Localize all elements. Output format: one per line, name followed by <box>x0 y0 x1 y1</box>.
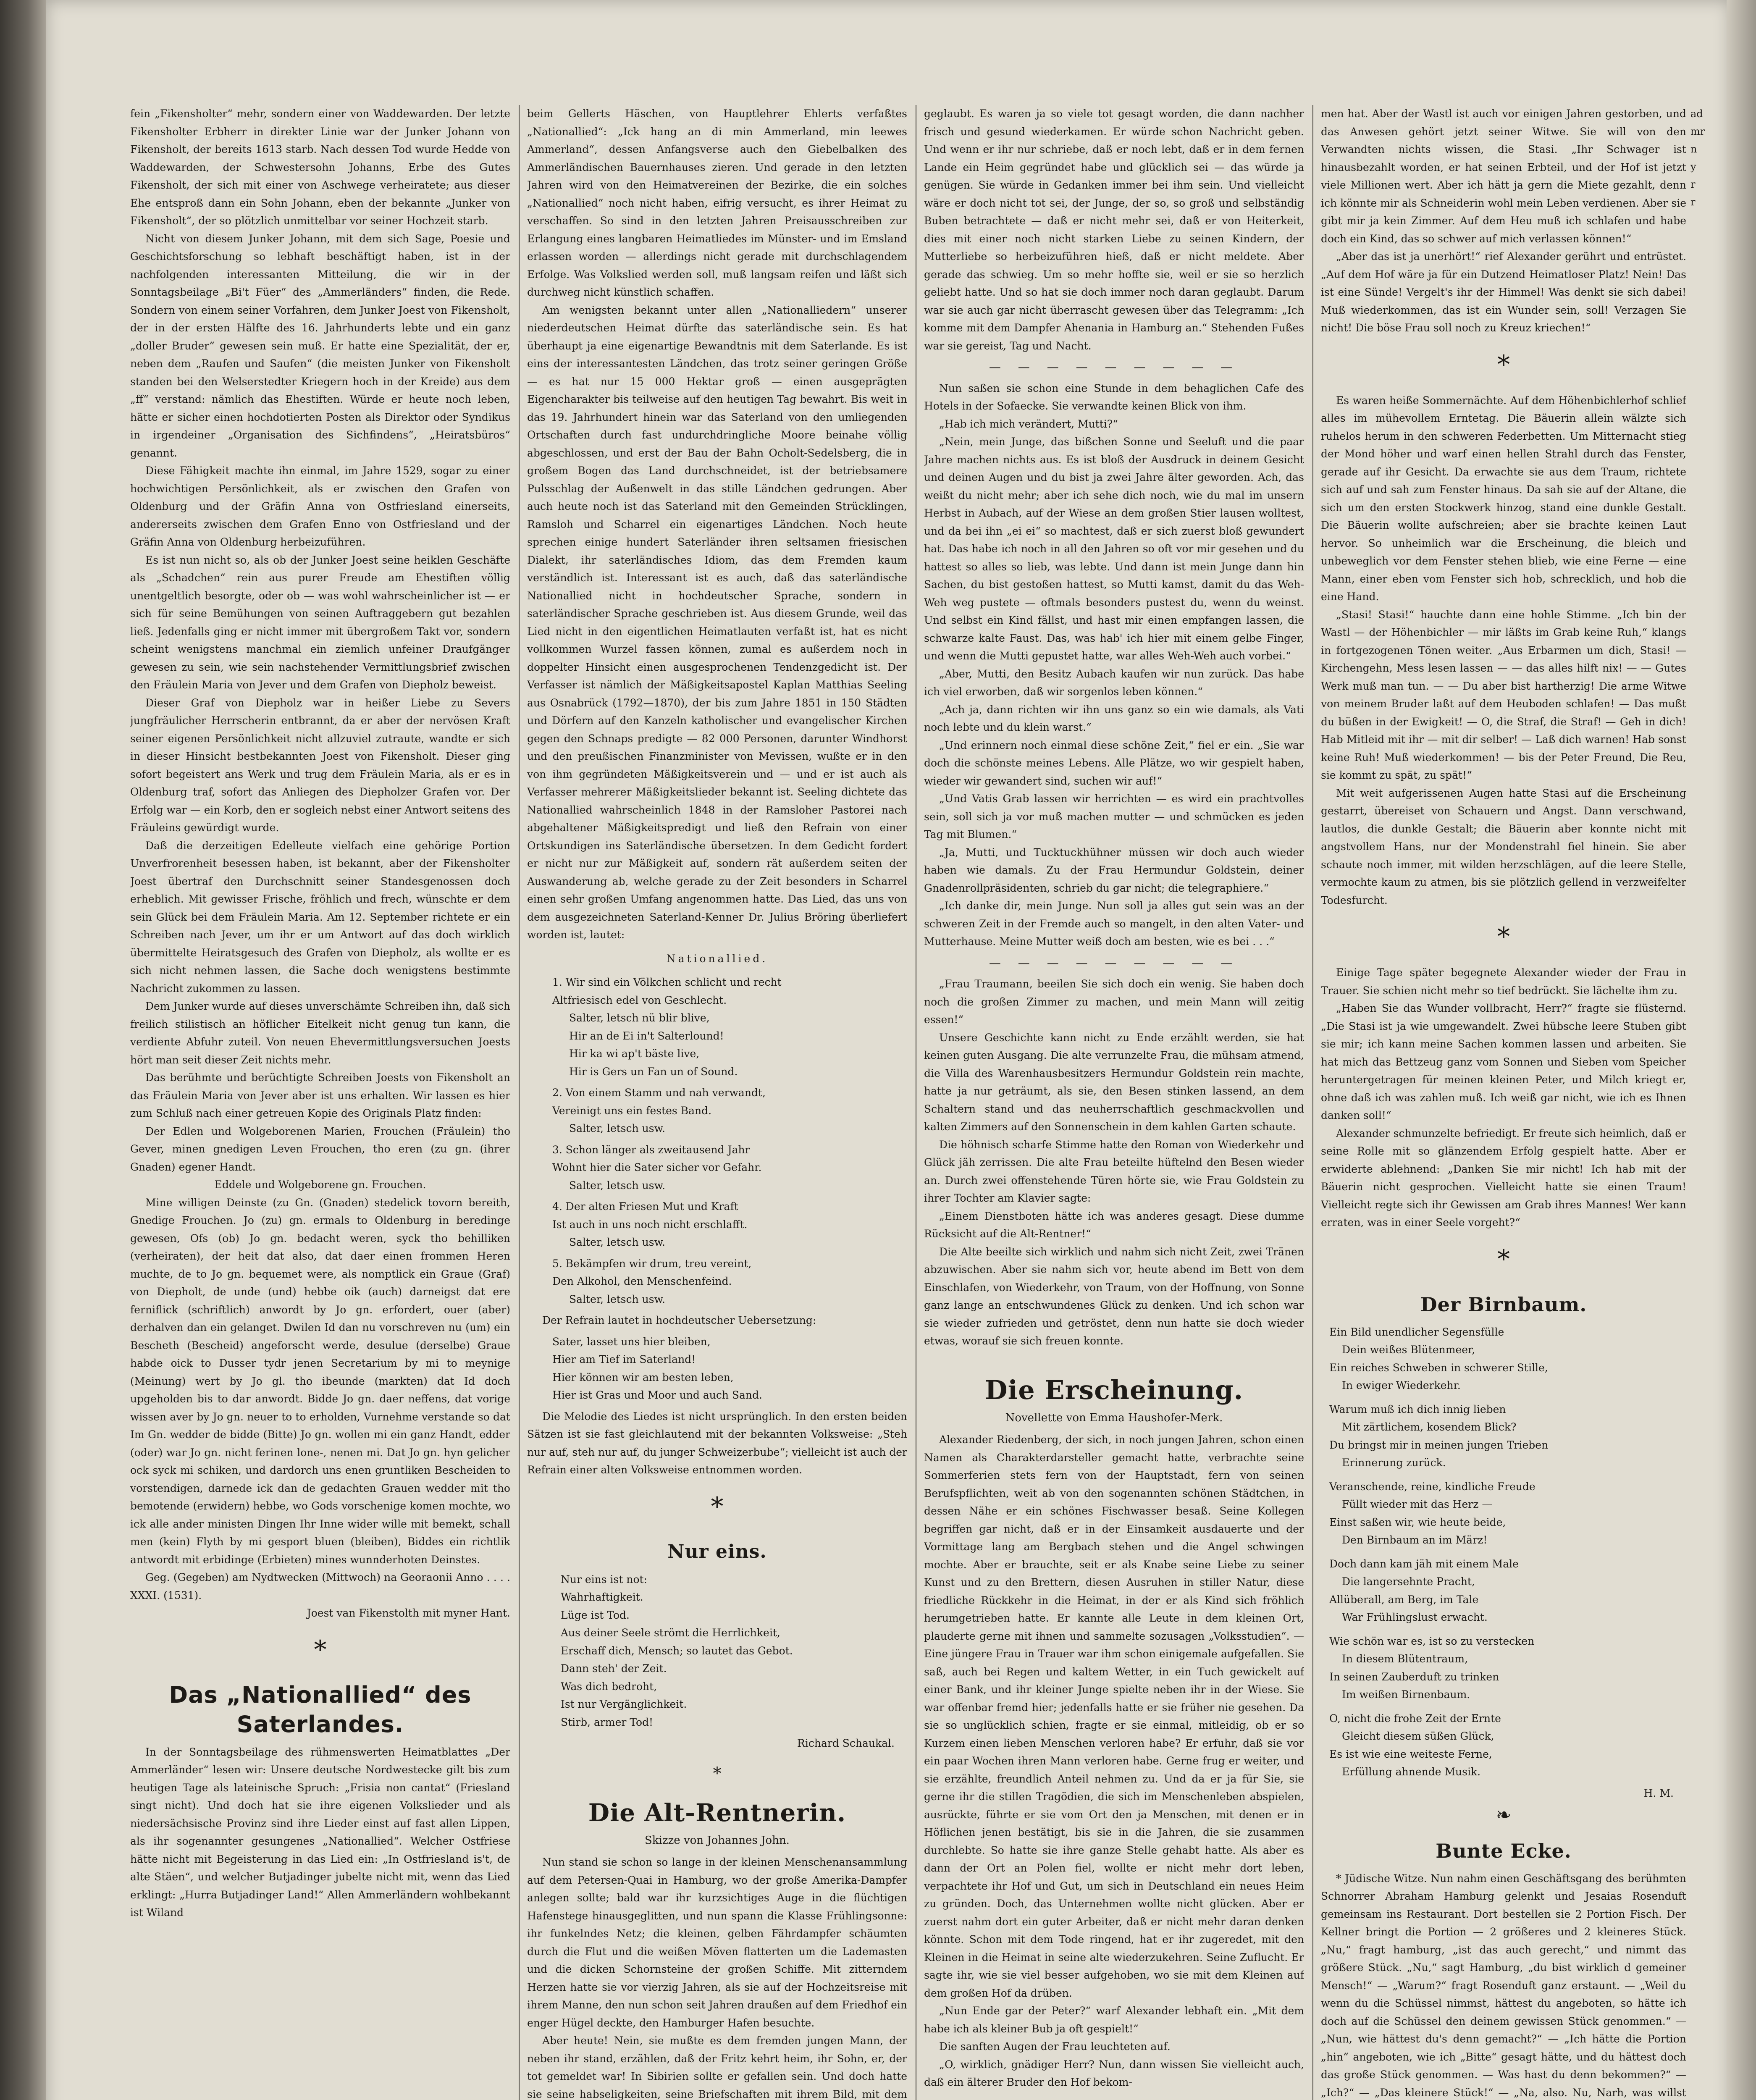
song-stanza-4 <box>552 1198 907 1252</box>
cut-off-column-edge: ad mr n y r r <box>1690 108 1705 208</box>
section-star: * <box>1497 1244 1510 1274</box>
paragraph: „Aber, Mutti, den Besitz Aubach kaufen wir nun zurück. Das habe ich viel erworben, daß wir sorgenlos leben können.“ <box>924 667 1304 698</box>
poem-line: Den Birnbaum an im März! <box>1342 1534 1488 1546</box>
byline: Skizze von Johannes John. <box>645 1834 790 1847</box>
paragraph: Am wenigsten bekannt unter allen „Nationalliedern“ unserer niederdeutschen Heimat dürfte das saterländische sein. Es hat überhaupt ja eine eigenartige Bewandtnis mit dem Saterlande. Es ist eins der interessantesten Ländchen, das trotz seiner geringen Größe — es hat nur 15 000 Hektar groß — einen ausgeprägten Eigencharakter bis teilweise auf den heutigen Tag bewahrt. Bis weit in das 19. Jahrhundert hinein war das Saterland von den umliegenden Ortschaften durch fast undurchdringliche Moore beinahe völlig abgeschlossen, und erst der Bau der Bahn Ocholt-Sedelsberg, die in großem Bogen das Land durchschneidet, ist der betriebsamere Pulsschlag der Außenwelt in das stille Ländchen gedrungen. Aber auch heute noch ist das Saterland mit den Gemeinden Strücklingen, Ramsloh und Scharrel ein eigenartiges Ländchen. Noch heute sprechen einige hundert Saterländer ihren seltsamen friesischen Dialekt, ihr saterländisches Idiom, das dem Fremden kaum verständlich ist. Interessant ist es auch, daß das saterländische Nationallied nicht in hochdeutscher Sprache, sondern in saterländischer Sprache geschrieben ist. Aus diesem Grunde, weil das Lied nicht in den eigentlichen Heimatlauten verfaßt ist, hat es nicht vollkommen Wurzel fassen können, zumal es außerdem noch in doppelter Hinsicht einen ausgesprochenen Tendenzgedicht ist. Der Verfasser ist nämlich der Mäßigkeitsapostel Kaplan Matthias Seeling aus Osnabrück (1792—1870), der bis zum Jahre 1851 in 150 Städten und Dörfern auf den Kanzeln katholischer und evangelischer Kirchen gegen den Schnaps predigte — 82 000 Personen, darunter Windhorst und den preußischen Finanzminister von Mevissen, wußte er in den von ihm gegründeten Mäßigkeitsverein und — und er ist auch als Verfasser mehrerer Mäßigkeitslieder bekannt ist. Seeling dichtete das Nationallied wahrscheinlich 1848 in der Ramsloher Pastorei nach abgehaltener Mäßigkeitspredigt und ließ den Refrain von einer Ortskundigen ins Saterländische übersetzen. In dem Gedicht fordert er nicht nur zur Mäßigkeit auf, sondern rät außerdem seiten der Auswanderung ab, welche gerade zu der Zeit besonders in Scharrel einen sehr großen Umfang angenommen hatte. Das Lied, das uns von dem ausgezeichneten Saterland-Kenner Dr. Julius Bröring überliefert worden ist, lautet: <box>527 304 907 941</box>
poem-line: Ein reiches Schweben in schwerer Stille, <box>1329 1361 1548 1374</box>
poem-line: Es ist wie eine weiteste Ferne, <box>1329 1748 1492 1760</box>
paragraph: Die Alte beeilte sich wirklich und nahm sich nicht Zeit, zwei Tränen abzuwischen. Aber sie nahm sich vor, heute abend im Bett von dem Einschlafen, von Wiederkehr, von Traum, von der Hoffnung, von Sonne ganz lange an entschwundenes Glück zu denken. Und ich schon war sie wieder zufrieden und getröstet, denn nun hatte sie doch wieder etwas, worauf sie sich freuen konnte. <box>924 1245 1304 1347</box>
paragraph: Dem Junker wurde auf dieses unverschämte Schreiben ihn, daß sich freilich stilistisch an höflicher Eitelkeit nicht genug tun kann, die verdiente Abfuhr zuteil. Von neuen Ehevermittlungsversuchen Joests hört man seit dieser Zeit nichts mehr. <box>130 1000 510 1066</box>
paragraph: fein „Fikensholter“ mehr, sondern einer von Waddewarden. Der letzte Fikensholter Erbherr in direkter Linie war der Junker Johann von Fikensholt, der bereits 1613 starb. Nach dessen Tod wurde Hedde von Waddewarden, der Schwestersohn Johanns, Erbe des Gutes Fikensholt, der sich mit einer von Aschwege verheiratete; aus dieser Ehe entsproß dann ein Sohn Johann, eben der bekannte „Junker von Fikensholt“, der so plötzlich unmittelbar vor seiner Hochzeit starb. <box>130 108 510 227</box>
section-star: * <box>314 1635 327 1664</box>
column-1 <box>130 105 510 2100</box>
column-3 <box>924 105 1304 2100</box>
poem-line: Füllt wieder mit das Herz — <box>1342 1498 1493 1510</box>
poem-line: In seinen Zauberduft zu trinken <box>1329 1670 1499 1683</box>
poem-line: Nur eins ist not: <box>561 1573 647 1586</box>
poem-line: Ist nur Vergänglichkeit. <box>561 1698 687 1710</box>
poem-line: Gleicht diesem süßen Glück, <box>1342 1730 1494 1742</box>
poem-line: Stirb, armer Tod! <box>561 1716 654 1728</box>
letter-body: Mine willigen Deinste (zu Gn. (Gnaden) stedelick tovorn bereith, Gnedige Frouchen. Jo (zu) gn. ermals to Oldenburg in beredinge gewesen, Ofs (ob) Jo gn. bedacht weren, syck tho behilliken (verheiraten), der heit dat also, dat daer einen frommen Heren muchte, de to Jo gn. bequemet were, als nomptlick ein Graue (Graf) von Diepholt, de unde (und) hebbe oik (auch) darneigst dat ere ferniflick (schriftlich) anwordt by Jo gn. erfordert, ouer (aber) derhalven dan ein gelanget. Dwilen Id dan nu vorschreven nu (um) ein Bescheth (Bescheid) angeforscht werde, desulue (derselbe) Graue habde oick to Dusser tydr jenen Secretarium by mi to meynige (Meinung) wert by Jo gl. tho ibeunde (markten) dat Id doch upgeholden bis to dar anwordt. Bidde Jo gn. daer neffens, dat vorige wissen aver by Jo gn. neuer to to erholden, Vurnehme verstande so dat Im Gn. wedder de bidde (Bitte) Jo gn. wollen mi ein ganz Handt, edder (oder) war Jo gn. nicht ferinen lone-, nenen mi. Dat Jo gn. hyn gelicher ock syck mi schiken, und dardorch uns enen gruntliken Bescheiden to vorstendigen, darnede ick dan de gedachten Grauen wedder mit tho bemotende (erwidern) hebbe, wo Gods vorschenige komen mochte, wo ick alle ander ministen Dingen Ihr Inne wider wille mit bemekt, schall men (kein) Flyth by mi gesport bluen (bleiben), Biddes ein richtlik antwordt mit erbidinge (Erbieten) mines wunnderhoten Deinstes. <box>130 1196 510 1566</box>
paragraph: geglaubt. Es waren ja so viele tot gesagt worden, die dann nachher frisch und gesund wiederkamen. Er würde schon Nachricht geben. Und wenn er ihr nur schriebe, daß er noch lebt, daß er in dem fernen Lande ein Heim gegründet habe und glücklich sei — das würde ja genügen. Sie würde in Gedanken immer bei ihm sein. Und vielleicht wäre er doch nicht tot sei, der Junge, der so, so groß und selbständig Buben betrachtete — daß er nicht mehr sei, daß er von Heiterkeit, dies mit einer noch nicht starken Liebe zu seinen Kindern, der Mutterliebe so herbeizuführen hieß, daß er nicht meldete. Aber gerade das schwieg. Um so mehr hoffte sie, weil er sie so herzlich geliebt hatte. Und so hat sie doch immer noch daran geglaubt. Darum war sie auch gar nicht überrascht gewesen über das Telegramm: „Ich komme mit dem Dampfer Ahenania in Hamburg an.“ Stehenden Fußes war sie gereist, Tag und Nacht. <box>924 108 1304 352</box>
poem-author: Richard Schaukal. <box>797 1737 895 1749</box>
paragraph: Alexander Riedenberg, der sich, in noch jungen Jahren, schon einen Namen als Charakterdarsteller gemacht hatte, verbrachte seine Sommerferien stets fern von der Hauptstadt, fern von seinen Berufspflichten, weit ab von den sogenannten schönen Städtchen, in dessen Nähe er ein schönes Fischwasser besaß. Seine Kollegen begriffen gar nicht, daß er in der Einsamkeit ausdauerte und der Vormittage lang am Bergbach stehen und die Angel schwingen mochte. Aber er brauchte, seit er als Knabe seine Liebe zu seiner Kunst und zu den Brettern, diesen Ausruhen in stiller Natur, diese friedliche Rückkehr in die Heimat, in der er als Kind sich fröhlich herumgetrieben hatte. Er kannte alle Leute in dem kleinen Ort, plauderte gerne mit ihnen und sammelte sozusagen „Volksstudien“. — Eine jüngere Frau in Trauer war ihm schon einigemale aufgefallen. Sie saß, auch bei Regen und kaltem Wetter, in ein Tuch gewickelt auf einer Bank, und ihr kleiner Junge spielte neben ihr in der Wiese. Sie war offenbar fremd hier; jedenfalls hatte er sie früher nie gesehen. Da sie so unglücklich schien, fragte er sie einmal, mitleidig, ob er so Kurzem einen lieben Menschen verloren habe? Er erfuhr, daß sie vor ein paar Wochen ihren Mann verloren habe. Gerne frug er weiter, und sie erzählte, freundlich Anteil nehmen zu. Und da er ja für Sie, sie gerne ihr die stillen Tragödien, die sich im Menschenleben abspielen, ausrückte, führte er sie vom Ort den ja Menschen, mit denen er in Höflichen jenen bestätigt, bis sie in die Jahren, die sie zusammen durchlebte. So hatte sie ihre ganze Stelle gehabt hatte. Als aber es dann der Ort an Polen fiel, wollte er nicht mehr dort leben, verpachtete ihr Hof und Gut, um sich in Deutschland ein neues Heim zu gründen. Doch, das Unternehmen wollte nicht glücken. Aber er zuerst nahm dort ein guter Arbeiter, daß er nicht mehr daran denken könnte. Schon mit dem Tode ringend, hat er ihr zugeredet, mit den Kleinen in die Heimat in seine alte wiederzukehren. Seine Zuflucht. Er sagte ihr, wie sie viel besser aufgehoben, wo sie mit dem Kleinen auf dem großen Hof da drüben. <box>924 1433 1304 1999</box>
refrain-intro: Der Refrain lautet in hochdeutscher Uebersetzung: <box>542 1314 816 1326</box>
poem-birnbaum <box>1329 1323 1686 1781</box>
section-star: * <box>1497 922 1510 951</box>
byline: Novellette von Emma Haushofer-Merk. <box>1005 1411 1223 1424</box>
paragraph: „Hab ich mich verändert, Mutti?“ <box>939 417 1118 430</box>
paragraph: Es ist nun nicht so, als ob der Junker Joest seine heiklen Geschäfte als „Schadchen“ rein aus purer Freude am Ehestiften völlig unentgeltlich besorgte, oder ob — was wohl wahrscheinlicher ist — er sich für seine Bemühungen von seinen Auftraggebern gut bezahlen ließ. Jedenfalls ging er nicht immer mit übergroßem Takt vor, sondern scheint wenigstens manchmal ein ziemlich unfeiner Draufgänger gewesen zu sein, wie sein nachstehender Vermittlungsbrief zwischen den Fräulein Maria von Jever und dem Grafen von Diepholz beweist. <box>130 554 510 691</box>
page-edge <box>1727 0 1756 2100</box>
paragraph: Die sanften Augen der Frau leuchteten auf. <box>939 2040 1171 2053</box>
poem-line: Im weißen Birnenbaum. <box>1342 1688 1470 1701</box>
refrain-line: Hier können wir am besten leben, <box>552 1371 734 1383</box>
paragraph: „Haben Sie das Wunder vollbracht, Herr?“ fragte sie flüsternd. „Die Stasi ist ja wie umgewandelt. Zwei hübsche leere Stuben gibt sie mir; ich kann meine Sachen kommen lassen und arbeiten. Sie hat mich das Bettzeug ganz vom Sonnen und Sieben vom Speicher heruntergetragen für meinen kleinen Peter, und Milch kriegt er, ohne daß ich was zahlen muß. Ich weiß gar nicht, wie ich es Ihnen danken soll!“ <box>1321 1002 1686 1121</box>
separator: — — — — — — — — — <box>989 360 1239 374</box>
paragraph: „Nein, mein Junge, das bißchen Sonne und Seeluft und die paar Jahre machen nichts aus. Es ist bloß der Ausdruck in deinem Gesicht und deinen Augen und du bist ja zwei Jahre älter geworden. Ach, das weißt du nicht mehr; aber ich sehe dich noch, wie du mal im unsern Herbst in Aubach, auf der Wiese an dem großen Stier lausen wolltest, und da bei ihn „ei ei“ so machtest, daß er sich zuerst bloß gewundert hat. Das habe ich noch in all den Jahren so oft vor mir gesehen und du hattest so alles so lieb, was lebte. Und dann ist mein Junge dann hin Sachen, du bist gestoßen hattest, so Mutti kamst, damit du das Weh-Weh weg pustete — oftmals besonders pustest du, wenn du weinst. Und selbst ein Kind fällst, und hast mir einen empfangen lassen, die schwarze kalte Faust. Das, was hab' ich hier mit einem gelbe Finger, und wenn die Mutti gepustet hatte, war alles Weh-Weh auch vorbei.“ <box>924 436 1304 662</box>
song-line: 5. Bekämpfen wir drum, treu vereint, <box>552 1257 752 1270</box>
paragraph: Unsere Geschichte kann nicht zu Ende erzählt werden, sie hat keinen guten Ausgang. Die alte verrunzelte Frau, die mühsam atmend, die Villa des Warenhausbesitzers Hermundur Goldstein rein machte, hatte ja nur geträumt, als sie, den Besen stinken lassend, an dem Schaltern stand und das neuherrschaftlich geschmackvollen und kalten Zimmers auf den Sonnenschein in dem kahlen Garten schaute. <box>924 1031 1304 1133</box>
paragraph: Alexander schmunzelte befriedigt. Er freute sich heimlich, daß er seine Rolle mit so glänzendem Erfolg gespielt hatte. Aber er erwiderte ablehnend: „Danken Sie mir nicht! Ich hab mit der Bäuerin nicht gesprochen. Vielleicht hatte sie einen Traum! Vielleicht regte sich ihr Gewissen am Grab ihres Mannes! Wer kann erraten, was in einer Seele vorgeht?“ <box>1321 1127 1686 1228</box>
song-line: 4. Der alten Friesen Mut und Kraft <box>552 1200 738 1213</box>
song-line: Altfriesisch edel von Geschlecht. <box>552 994 727 1006</box>
paragraph: Mit weit aufgerissenen Augen hatte Stasi auf die Erscheinung gestarrt, übereiset von Schauern und Angst. Dann verschwand, lautlos, die dunkle Gestalt; die Bäuerin aber konnte nicht mit angstvollem Hans, nur der Mondenstrahl fiel hinein. Sie aber schaute noch immer, mit wilden herzschlägen, auf die leere Stelle, vermochte kaum zu atmen, bis sie plötzlich gellend in verzweifelter Todesfurcht. <box>1321 787 1686 906</box>
song-stanza-2 <box>552 1084 907 1138</box>
paragraph: In der Sonntagsbeilage des rühmenswerten Heimatblattes „Der Ammerländer“ lesen wir: Unsere deutsche Nordwestecke gilt bis zum heutigen Tage als lateinische Spruch: „Frisia non cantat“ (Friesland singt nicht). Und doch hat sie ihre eigenen Volkslieder und als niedersächsische Provinz sind ihre Lieder einst auf fast allen Lippen, als ihr sogenannter gesungenes „Nationallied“. Welcher Ostfriese hätte nicht mit Begeisterung in das Lied ein: „In Ostfriesland is't, de alte Stäen“, und welcher Butjadinger jubelte nicht mit, wenn das Lied erklingt: „Hurra Butjadinger Land!“ Allen Ammerländern wohlbekannt ist Wiland <box>130 1746 510 1919</box>
song-stanza-3 <box>552 1141 907 1195</box>
song-line: 2. Von einem Stamm und nah verwandt, <box>552 1087 766 1099</box>
song-line: Salter, letsch nü blir blive, <box>569 1012 710 1024</box>
poem-line: In ewiger Wiederkehr. <box>1342 1379 1461 1391</box>
song-line: Hir is Gers un Fan un of Sound. <box>569 1065 738 1078</box>
poem-line: Doch dann kam jäh mit einem Male <box>1329 1557 1519 1570</box>
poem-line: Veranschende, reine, kindliche Freude <box>1329 1480 1536 1493</box>
headline-nationallied: Das „Nationallied“ des Saterlandes. <box>169 1681 472 1738</box>
song-line: Wohnt hier die Sater sicher vor Gefahr. <box>552 1161 762 1173</box>
letter-signature: Joest van Fikenstolth mit myner Hant. <box>307 1607 510 1619</box>
paragraph: „Nun Ende gar der Peter?“ warf Alexander lebhaft ein. „Mit dem habe ich als kleiner Bub ja oft gespielt!“ <box>924 2005 1304 2035</box>
paragraph: Es waren heiße Sommernächte. Auf dem Höhenbichlerhof schlief alles im mühevollem Erntetag. Die Bäuerin allein wälzte sich ruhelos herum in den schweren Federbetten. Um Mitternacht stieg der Mond höher und warf einen hellen Strahl durch das Fenster, gerade auf ihr Gesicht. Da erwachte sie aus dem Traum, richtete sich auf und sah zum Fenster hinaus. Da sah sie auf der Altane, die sich um den ersten Stockwerk hinzog, stand eine dunkle Gestalt. Die Bäuerin wollte aufschreien; aber sie brachte keinen Laut hervor. So unheimlich war die Erscheinung, die bleich und unbeweglich vor dem Fenster stehen blieb, wie eine Ferne — eine Mann, einer eben vom Fenster sich hob, schrecklich, und hob die eine Hand. <box>1321 394 1686 603</box>
paragraph: „Ach ja, dann richten wir ihn uns ganz so ein wie damals, als Vati noch lebte und du klein warst.“ <box>924 703 1304 733</box>
paragraph: „Und erinnern noch einmal diese schöne Zeit,“ fiel er ein. „Sie war doch die schönste meines Lebens. Alle Plätze, wo wir gespielt haben, wieder wir gewandert sind, suchen wir auf!“ <box>924 739 1304 787</box>
letter-address: Der Edlen und Wolgeborenen Marien, Frouchen (Fräulein) tho Gever, minen gnedigen Leven Frouchen, tho eren (zu gn. (ihrer Gnaden) egener Handt. <box>130 1125 510 1173</box>
paragraph: „Ja, Mutti, und Tucktuckhühner müssen wir doch auch wieder haben wie damals. Zu der Frau Hermundur Goldstein, deiner Gnadenrollpräsidenten, schrieb du gar nicht; die telegraphiere.“ <box>924 846 1304 894</box>
column-divider <box>1312 105 1313 2100</box>
song-line: Vereinigt uns ein festes Band. <box>552 1104 712 1117</box>
poem-nur-eins <box>561 1571 907 1732</box>
paragraph: Das berühmte und berüchtigte Schreiben Joests von Fikensholt an das Fräulein Maria von Jever aber ist uns erhalten. Wir lassen es hier zum Schluß nach einer getreuen Kopie des Originals Platz finden: <box>130 1071 510 1119</box>
poem-line: Einst saßen wir, wie heute beide, <box>1329 1516 1506 1528</box>
leaf-ornament-icon: ❧ <box>1496 1804 1512 1826</box>
book-binding <box>0 0 46 2100</box>
song-line: Den Alkohol, den Menschenfeind. <box>552 1275 732 1287</box>
poem-line: Du bringst mir in meinen jungen Trieben <box>1329 1438 1549 1451</box>
song-line: Salter, letsch usw. <box>569 1122 665 1134</box>
column-4 <box>1321 105 1686 2100</box>
refrain-line: Hier am Tief im Saterland! <box>552 1353 696 1365</box>
headline-erscheinung: Die Erscheinung. <box>984 1374 1244 1405</box>
song-stanza-5 <box>552 1255 907 1309</box>
poem-line: Allüberall, am Berg, im Tale <box>1329 1593 1479 1606</box>
column-2 <box>527 105 907 2100</box>
paragraph: Dieser Graf von Diepholz war in heißer Liebe zu Severs jungfräulicher Herrscherin entbrannt, da er aber der nervösen Kraft seiner eigenen Persönlichkeit nicht allzuviel zutraute, wandte er sich in dieser Hinsicht bestbekannten Joest von Fikensholt. Dieser ging sofort begeistert ans Werk und trug dem Fräulein Maria, als er es in Oldenburg traf, sofort das Anliegen des Diepholzer Grafen vor. Der Erfolg war — ein Korb, den er sogleich nebst einer Antwort seitens des Fräuleins gewürdigt wurde. <box>130 696 510 834</box>
paragraph: Nun saßen sie schon eine Stunde in dem behaglichen Cafe des Hotels in der Sofaecke. Sie verwandte keinen Blick von ihm. <box>924 382 1304 412</box>
paragraph: * Jüdische Witze. Nun nahm einen Geschäftsgang des berühmten Schnorrer Abraham Hamburg gelenkt und Jesaias Rosenduft gemeinsam ins Restaurant. Dort bestellen sie 2 Portion Fisch. Der Kellner bringt die Portion — 2 größeres und 2 kleineres Stück. „Nu,“ fragt hamburg, „ist das auch gerecht,“ und nimmt das größere Stück. „Nu,“ sagt Hamburg, „du bist wirklich d gemeiner Mensch!“ — „Warum?“ fragt Rosenduft ganz erstaunt. — „Weil du wenn du die Schüssel nimmst, hättest du angeboten, so hätte ich doch auf die Schüssel den deinem gewissen Stück genommen.“ — „Nun, wie hättest du's denn gemacht?“ — „Ich hätte die Portion „hin“ angeboten, wie ich „Bitte“ gesagt hätte, und du hättest doch das große Stück genommen. — Was hast du denn bekommen?“ — „Ich?“ — „Das kleinere Stück!“ — „Na, also. Nu, Narh, was willst <box>1321 1872 1686 2099</box>
paragraph: „Aber das ist ja unerhört!“ rief Alexander gerührt und entrüstet. „Auf dem Hof wäre ja für ein Dutzend Heimatloser Platz! Nein! Das ist eine Sünde! Vergelt's ihr der Himmel! Was denkt sie sich dabei! Muß wiederkommen, das ist ein Wunder sein, soll! Verzagen Sie nicht! Die böse Frau soll noch zu Kreuz kriechen!“ <box>1321 250 1686 334</box>
song-stanza-1 <box>552 974 907 1081</box>
song-line: 1. Wir sind ein Völkchen schlicht und recht <box>552 976 782 988</box>
section-star: * <box>1497 349 1510 379</box>
song-line: Hir ka wi ap't bäste live, <box>569 1047 700 1060</box>
poem-line: Erschaff dich, Mensch; so lautet das Gebot. <box>561 1644 793 1657</box>
paragraph: „Und Vatis Grab lassen wir herrichten — es wird ein prachtvolles sein, soll sich ja vor muß machen mutter — und schmücken es jeden Tag mit Blumen.“ <box>924 793 1304 840</box>
paragraph: men hat. Aber der Wastl ist auch vor einigen Jahren gestorben, und das Anwesen gehört jetzt seiner Witwe. Sie will von den Verwandten nichts wissen, die Stasi. „Ihr Schwager ist hinausbezahlt worden, er hat seinen Erbteil, und der Hof ist jetzt viele Millionen wert. Aber ich hätt ja gern die Miete gezahlt, denn ich könnte mir als Schneiderin wohl mein Leben verdienen. Aber sie gibt mir ja kein Zimmer. Auf dem Heu muß ich schlafen und habe doch ein Kind, das so schwer auf mich verlassen können!“ <box>1321 108 1686 245</box>
paragraph: Aber heute! Nein, sie mußte es dem fremden jungen Mann, der neben ihr stand, erzählen, daß der Fritz kehrt heim, ihr Sohn, er, der tot gemeldet war! In Sibirien sollte er gefallen sein. Und doch hatte sie seine habseligkeiten, seine Briefschaften mit ihrem Bild, mit dem <box>527 2034 907 2100</box>
refrain-line: Hier ist Gras und Moor und auch Sand. <box>552 1389 762 1401</box>
poem-line: Erfüllung ahnende Musik. <box>1342 1766 1481 1778</box>
paragraph: Die höhnisch scharfe Stimme hatte den Roman von Wiederkehr und Glück jäh zerrissen. Die alte Frau beteilte hüftelnd den Besen wieder an. Durch zwei offenstehende Türen hörte sie, wie Frau Goldstein zu ihrer Tochter am Klavier sagte: <box>924 1138 1304 1204</box>
section-star: * <box>713 1764 722 1783</box>
song-line: Salter, letsch usw. <box>569 1236 665 1248</box>
paragraph: Die Melodie des Liedes ist nicht ursprünglich. In den ersten beiden Sätzen ist sie fast gleichlautend mit der bekannten Volksweise: „Steh nur auf, steh nur auf, du junger Schweizerbube“; vielleicht ist auch der Refrain einer alten Volksweise entnommen worden. <box>527 1410 907 1476</box>
poem-line: Erinnerung zurück. <box>1342 1457 1446 1469</box>
poem-line: Wie schön war es, ist so zu verstecken <box>1329 1635 1535 1647</box>
article-fikensholt <box>130 105 510 1622</box>
poem-line: Dann steh' der Zeit. <box>561 1662 667 1675</box>
poem-title: Der Birnbaum. <box>1420 1293 1587 1316</box>
paragraph: beim Gellerts Häschen, von Hauptlehrer Ehlerts verfaßtes „Nationallied“: „Ick hang an di min Ammerland, min leewes Ammerland“, dessen Anfangsverse auch den Giebelbalken des Ammerländischen Bauernhauses zieren. Und gerade in den letzten Jahren wird von den Heimatvereinen der Bezirke, die ein solches „Nationallied“ noch nicht haben, eifrig versucht, es ihrer Heimat zu verschaffen. So sind in den letzten Jahren Preisausschreiben zur Erlangung eines langbaren Heimatliedes im Münster- und im Emsland erlassen worden — allerdings nicht gerade mit durchschlagendem Erfolge. Was Volkslied werden soll, muß langsam reifen und läßt sich durchweg nicht künstlich schaffen. <box>527 108 907 298</box>
paragraph: Daß die derzeitigen Edelleute vielfach eine gehörige Portion Unverfrorenheit besessen haben, ist bekannt, aber der Fikensholter Joest übertraf den Durchschnitt seiner Standesgenossen doch erheblich. Mit gewisser Frische, fröhlich und frech, wünschte er dem sein Glück bei dem Fräulein Maria. Am 12. September richtete er ein Schreiben nach Jever, um ihr er um Antwort auf das doch wirklich übermittelte Heiratsgesuch des Grafen von Diepholz, als wollte er es sich nicht nehmen lassen, die Sache doch wenigstens bestimmte Nachricht zukommen zu lassen. <box>130 839 510 995</box>
poem-line: Aus deiner Seele strömt die Herrlichkeit, <box>561 1627 780 1639</box>
poem-line: Mit zärtlichem, kosendem Blick? <box>1342 1421 1517 1433</box>
poem-line: Dein weißes Blütenmeer, <box>1342 1344 1475 1356</box>
paragraph: „Frau Traumann, beeilen Sie sich doch ein wenig. Sie haben doch noch die großen Zimmer zu machen, und mein Mann will zeitig essen!“ <box>924 978 1304 1026</box>
song-line: 3. Schon länger als zweitausend Jahr <box>552 1143 750 1156</box>
paragraph: „Einem Dienstboten hätte ich was anderes gesagt. Diese dumme Rücksicht auf die Alt-Rentner!“ <box>924 1210 1304 1240</box>
paragraph: Nun stand sie schon so lange in der kleinen Menschenansammlung auf dem Petersen-Quai in Hamburg, wo der große Amerika-Dampfer anlegen sollte; bald war ihr kurzsichtiges Auge in die flüchtigen Hafenstege hinausgeglitten, und nun spann die Klasse Frühlingsonne: ihr funkelndes Netz; die kleinen, gelben Fährdampfer schäumten durch die Flut und die weißen Möven flatterten um die Lademasten und die dicken Schornsteine der großen Schiffe. Mit zitterndem Herzen hatte sie vor vierzig Jahren, als sie auf der Hochzeitsreise mit ihrem Manne, den nun schon seit Jahren draußen auf dem Friedhof ein enger Hügel deckte, den Hamburger Hafen besuchte. <box>527 1856 907 2029</box>
poem-line: In diesem Blütentraum, <box>1342 1653 1468 1665</box>
poem-line: Was dich bedroht, <box>561 1680 657 1693</box>
poem-line: Ein Bild unendlicher Segensfülle <box>1329 1326 1504 1338</box>
headline-bunte-ecke: Bunte Ecke. <box>1436 1839 1572 1862</box>
paragraph: „O, wirklich, gnädiger Herr? Nun, dann wissen Sie vielleicht auch, daß ein älterer Bruder den Hof bekom- <box>924 2058 1304 2088</box>
paragraph: Einige Tage später begegnete Alexander wieder der Frau in Trauer. Sie schien nicht mehr so tief bedrückt. Sie lächelte ihm zu. <box>1321 966 1686 997</box>
song-line: Salter, letsch usw. <box>569 1179 665 1192</box>
newspaper-page <box>46 0 1730 2100</box>
paragraph: Diese Fähigkeit machte ihn einmal, im Jahre 1529, sogar zu einer hochwichtigen Persönlichkeit, als er zwischen den Grafen von Oldenburg und der Gräfin Anna von Ostfriesland einerseits, andererseits zwischen dem Grafen Enno von Ostfriesland und der Gräfin Anna von Oldenburg herbeizuführen. <box>130 465 510 548</box>
refrain <box>552 1333 907 1404</box>
paragraph: „Ich danke dir, mein Junge. Nun soll ja alles gut sein was an der schweren Zeit in der Fremde auch so mangelt, in den alten Vater- und Mutterhause. Meine Mutter weiß doch am besten, wie es bei . . .“ <box>924 900 1304 948</box>
poem-title: Nur eins. <box>667 1541 767 1562</box>
poem-line: O, nicht die frohe Zeit der Ernte <box>1329 1712 1501 1725</box>
letter-salutation: Eddele und Wolgeborene gn. Frouchen. <box>214 1179 426 1191</box>
poem-line: War Frühlingslust erwacht. <box>1342 1611 1488 1623</box>
song-title: Nationallied. <box>666 952 768 965</box>
column-divider <box>519 105 520 2100</box>
refrain-line: Sater, lasset uns hier bleiben, <box>552 1335 711 1348</box>
poem-line: Wahrhaftigkeit. <box>561 1591 643 1603</box>
song-line: Salter, letsch usw. <box>569 1293 665 1305</box>
headline-alt-rentnerin: Die Alt-Rentnerin. <box>588 1798 846 1827</box>
poem-line: Lüge ist Tod. <box>561 1609 630 1621</box>
letter-date: Geg. (Gegeben) am Nydtwecken (Mittwoch) na Georaonii Anno . . . . XXXI. (1531). <box>130 1571 510 1601</box>
song-line: Hir an de Ei in't Salterlound! <box>569 1029 724 1042</box>
section-star: * <box>711 1491 724 1521</box>
paragraph: „Stasi! Stasi!“ hauchte dann eine hohle Stimme. „Ich bin der Wastl — der Höhenbichler — mir läßts im Grab keine Ruh,“ klangs in fortgezogenen Tönen weiter. „Aus Erbarmen um dich, Stasi! — Kirchengehn, Mess lesen lassen — — das alles hilft nix! — — Gutes Werk muß man tun. — — Du aber bist hartherzig! Die arme Witwe von meinem Bruder laßt auf dem Heuboden schlafen! — Das mußt du büßen in der Ewigkeit! — O, die Straf, die Straf! — Geh in dich! Hab Mitleid mit ihr — mit dir selber! — Laß dich warnen! Hab sonst keine Ruh! Muß wiederkommen! — bis der Peter Freund, Die Reu, sie kommt zu spät, zu spät!“ <box>1321 608 1686 781</box>
song-line: Ist auch in uns noch nicht erschlafft. <box>552 1218 748 1231</box>
poem-signature: H. M. <box>1643 1787 1674 1799</box>
paragraph: Nicht von diesem Junker Johann, mit dem sich Sage, Poesie und Geschichtsforschung so lebhaft beschäftigt haben, ist in der nachfolgenden interessanten Mitteilung, die wir in der Sonntagsbeilage „Bi't Füer“ des „Ammerländers“ finden, die Rede. Sondern von einem seiner Vorfahren, dem Junker Joest von Fikensholt, der in der ersten Hälfte des 16. Jahrhunderts lebte und ein ganz „doller Bruder“ gewesen sein muß. Er hatte eine Spezialität, der er, neben dem „Raufen und Saufen“ (die meisten Junker von Fikensholt standen bei den Welserstedter Kriegern hoch in der Kreide) aus dem „ff“ verstand: nämlich das Ehestiften. Würde er heute noch leben, hätte er sicher einen hochdotierten Posten als Direktor oder Syndikus in irgendeiner „Organisation des Sichfindens“, „Heiratsbüros“ genannt. <box>130 232 510 459</box>
poem-line: Warum muß ich dich innig lieben <box>1329 1403 1506 1415</box>
separator: — — — — — — — — — <box>989 956 1239 970</box>
poem-line: Die langersehnte Pracht, <box>1342 1575 1475 1588</box>
